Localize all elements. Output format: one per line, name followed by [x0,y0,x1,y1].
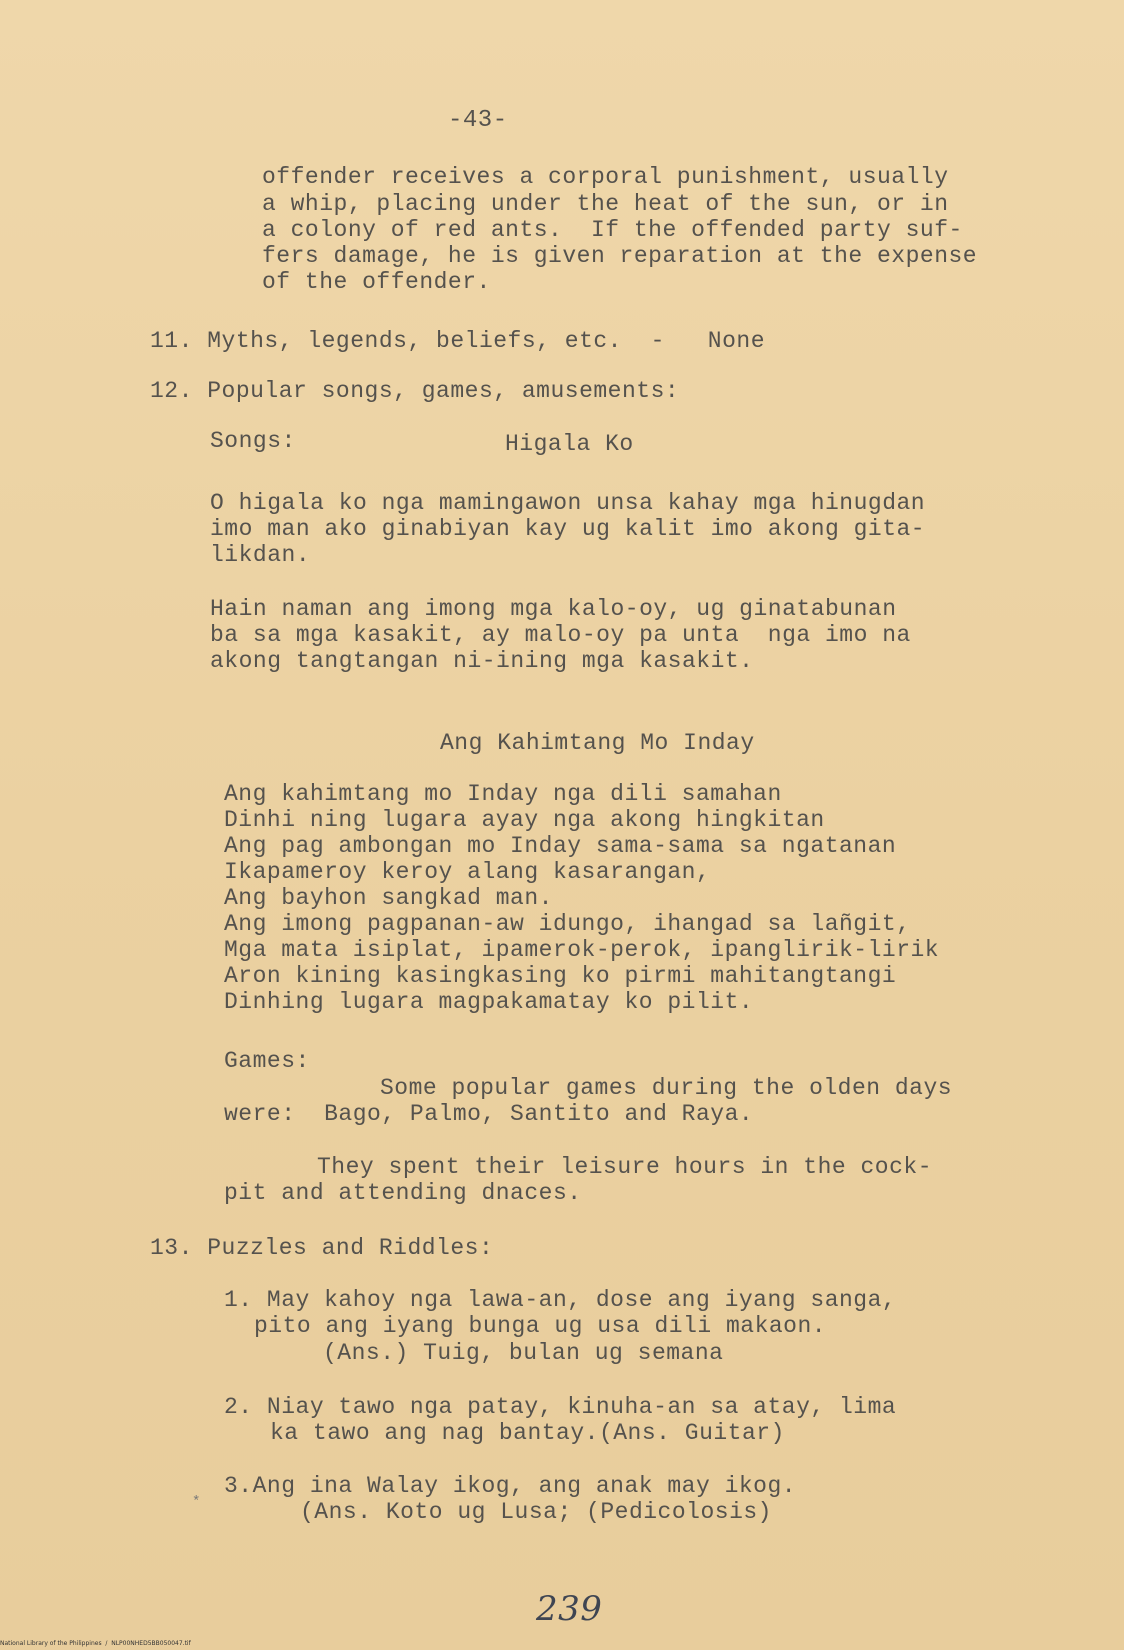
riddle-question: (Ans. Koto ug Lusa; (Pedicolosis) [300,1499,772,1525]
games-label: Games: [224,1048,310,1074]
song-line: akong tangtangan ni-ining mga kasakit. [210,648,754,674]
song-line: Ang pag ambongan mo Inday sama-sama sa ngatanan [224,833,897,859]
leisure-line: pit and attending dnaces. [224,1180,582,1206]
song-line: O higala ko nga mamingawon unsa kahay mga hinugdan [210,490,926,516]
song-line: Ikapameroy keroy alang kasarangan, [224,859,711,885]
song-line: imo man ako ginabiyan kay ug kalit imo akong gita- [210,516,926,542]
intro-line: offender receives a corporal punishment, usually [262,164,949,190]
handwritten-page-number: 239 [536,1589,603,1629]
song-line: Dinhi ning lugara ayay nga akong hingkitan [224,807,825,833]
intro-line: of the offender. [262,269,491,295]
riddle-answer: (Ans.) Tuig, bulan ug semana [323,1340,724,1366]
song-line: Ang bayhon sangkad man. [224,885,553,911]
songs-label: Songs: [210,428,296,454]
song-title: Ang Kahimtang Mo Inday [440,730,755,756]
song-line: Ang imong pagpanan-aw idungo, ihangad sa lañgit, [224,911,911,937]
leisure-line: They spent their leisure hours in the cock- [317,1154,932,1180]
song-line: ba sa mga kasakit, ay malo-oy pa unta nga imo na [210,622,911,648]
riddle-question: 1. May kahoy nga lawa-an, dose ang iyang sanga, [224,1287,897,1313]
riddle-question: pito ang iyang bunga ug usa dili makaon. [254,1313,827,1339]
section-12-heading: 12. Popular songs, games, amusements: [150,378,680,404]
song-line: Aron kining kasingkasing ko pirmi mahitangtangi [224,963,897,989]
section-13-heading: 13. Puzzles and Riddles: [150,1235,494,1261]
page-number: -43- [448,107,508,134]
section-11-heading: 11. Myths, legends, beliefs, etc. - None [150,328,765,354]
riddle-question: 3.Ang ina Walay ikog, ang anak may ikog. [224,1473,797,1499]
margin-asterisk: * [192,1494,201,1510]
song-line: Hain naman ang imong mga kalo-oy, ug ginatabunan [210,596,897,622]
song-line: Mga mata isiplat, ipamerok-perok, ipanglirik-lirik [224,937,940,963]
intro-line: a colony of red ants. If the offended party suf- [262,217,963,243]
archive-footer: National Library of the Philippines / NLP00NHED5BB050047.tif [0,1640,191,1647]
riddle-question: 2. Niay tawo nga patay, kinuha-an sa atay, lima [224,1394,897,1420]
intro-line: a whip, placing under the heat of the sun, or in [262,191,949,217]
song-title: Higala Ko [505,431,634,457]
riddle-question: ka tawo ang nag bantay.(Ans. Guitar) [270,1420,785,1446]
games-line: Some popular games during the olden days [380,1075,953,1101]
song-line: likdan. [210,542,311,568]
intro-line: fers damage, he is given reparation at the expense [262,243,978,269]
games-line: were: Bago, Palmo, Santito and Raya. [224,1101,754,1127]
song-line: Dinhing lugara magpakamatay ko pilit. [224,989,754,1015]
song-line: Ang kahimtang mo Inday nga dili samahan [224,781,782,807]
